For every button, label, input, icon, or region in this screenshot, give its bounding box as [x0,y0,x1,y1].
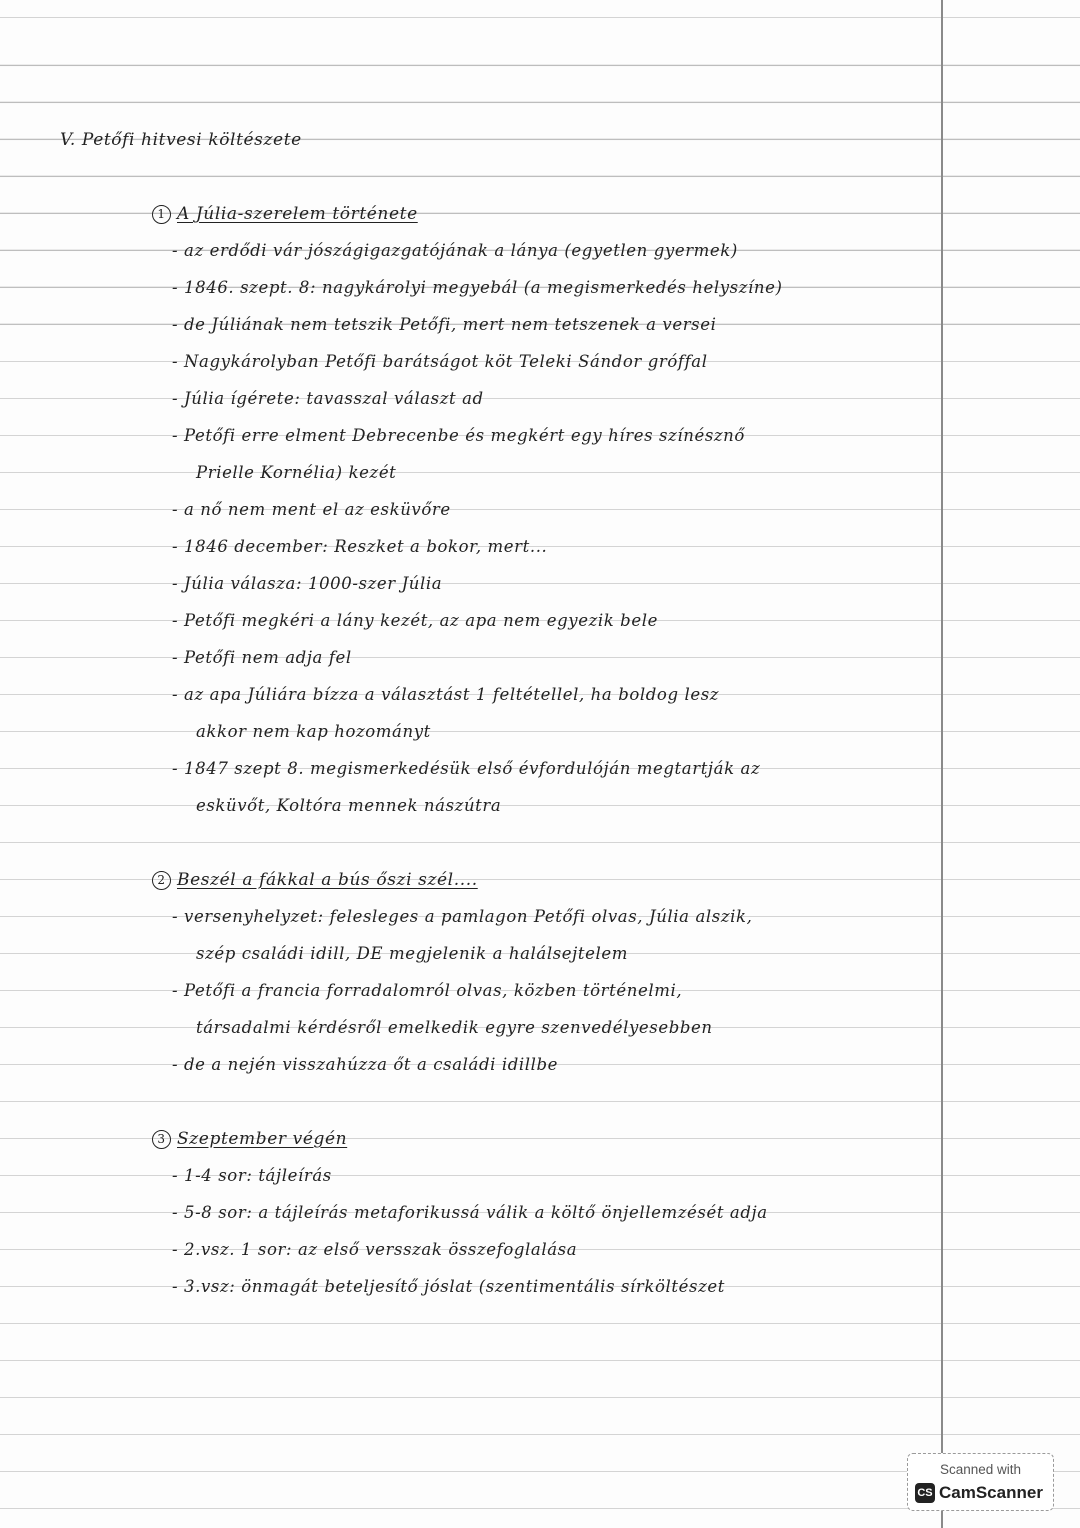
section-3-number: 3 [152,1130,171,1149]
section-1-line: - Júlia válasza: 1000-szer Júlia [172,574,443,593]
section-1-line: - a nő nem ment el az esküvőre [172,500,451,519]
section-1-line: - Petőfi megkéri a lány kezét, az apa nem egyezik bele [172,611,658,630]
section-1-heading [152,203,418,225]
section-3-line: - 1-4 sor: tájleírás [172,1166,332,1185]
section-1-line: - Petőfi nem adja fel [172,648,352,667]
section-1-line: - az apa Júliára bízza a választást 1 feltétellel, ha boldog lesz [172,685,720,704]
scanner-brand-row [915,1482,1050,1504]
scanner-brand-name: CamScanner [939,1483,1043,1502]
section-1-line: - 1846 december: Reszket a bokor, mert... [172,537,548,556]
section-3-heading [152,1128,347,1150]
page-title: V. Petőfi hitvesi költészete [60,130,302,150]
camscanner-logo-icon: CS [915,1483,935,1503]
section-1-line: - Júlia ígérete: tavasszal választ ad [172,389,484,408]
section-3-line: - 3.vsz: önmagát beteljesítő jóslat (szentimentális sírköltészet [172,1277,725,1296]
margin-line [941,0,943,1528]
section-2-line: - de a nején visszahúzza őt a családi idillbe [172,1055,559,1074]
section-3-line: - 2.vsz. 1 sor: az első versszak összefoglalása [172,1240,578,1259]
section-1-line: akkor nem kap hozományt [196,722,431,741]
section-1-line: - 1846. szept. 8: nagykárolyi megyebál (a megismerkedés helyszíne) [172,278,783,297]
scanner-watermark [907,1453,1054,1511]
section-1-heading-text: A Júlia-szerelem története [177,204,418,224]
scanner-caption: Scanned with [939,1462,1022,1477]
section-1-number: 1 [152,205,171,224]
section-2-line: - versenyhelyzet: felesleges a pamlagon Petőfi olvas, Júlia alszik, [172,907,753,926]
section-2-line: szép családi idill, DE megjelenik a halálsejtelem [196,944,628,963]
section-1-line: esküvőt, Koltóra mennek nászútra [196,796,502,815]
section-1-line: Prielle Kornélia) kezét [196,463,397,482]
section-1-line: - az erdődi vár jószágigazgatójának a lánya (egyetlen gyermek) [172,241,738,260]
section-2-line: társadalmi kérdésről emelkedik egyre szenvedélyesebben [196,1018,713,1037]
section-2-number: 2 [152,871,171,890]
section-3-heading-text: Szeptember végén [177,1129,348,1149]
section-2-line: - Petőfi a francia forradalomról olvas, közben történelmi, [172,981,683,1000]
section-1-line: - 1847 szept 8. megismerkedésük első évfordulóján megtartják az [172,759,761,778]
section-2-heading-text: Beszél a fákkal a bús őszi szél.... [177,870,478,890]
section-3-line: - 5-8 sor: a tájleírás metaforikussá válik a költő önjellemzését adja [172,1203,768,1222]
section-1-line: - Nagykárolyban Petőfi barátságot köt Teleki Sándor gróffal [172,352,708,371]
section-2-heading [152,869,478,891]
section-1-line: - Petőfi erre elment Debrecenbe és megkért egy híres színésznő [172,426,745,445]
section-1-line: - de Júliának nem tetszik Petőfi, mert nem tetszenek a versei [172,315,717,334]
